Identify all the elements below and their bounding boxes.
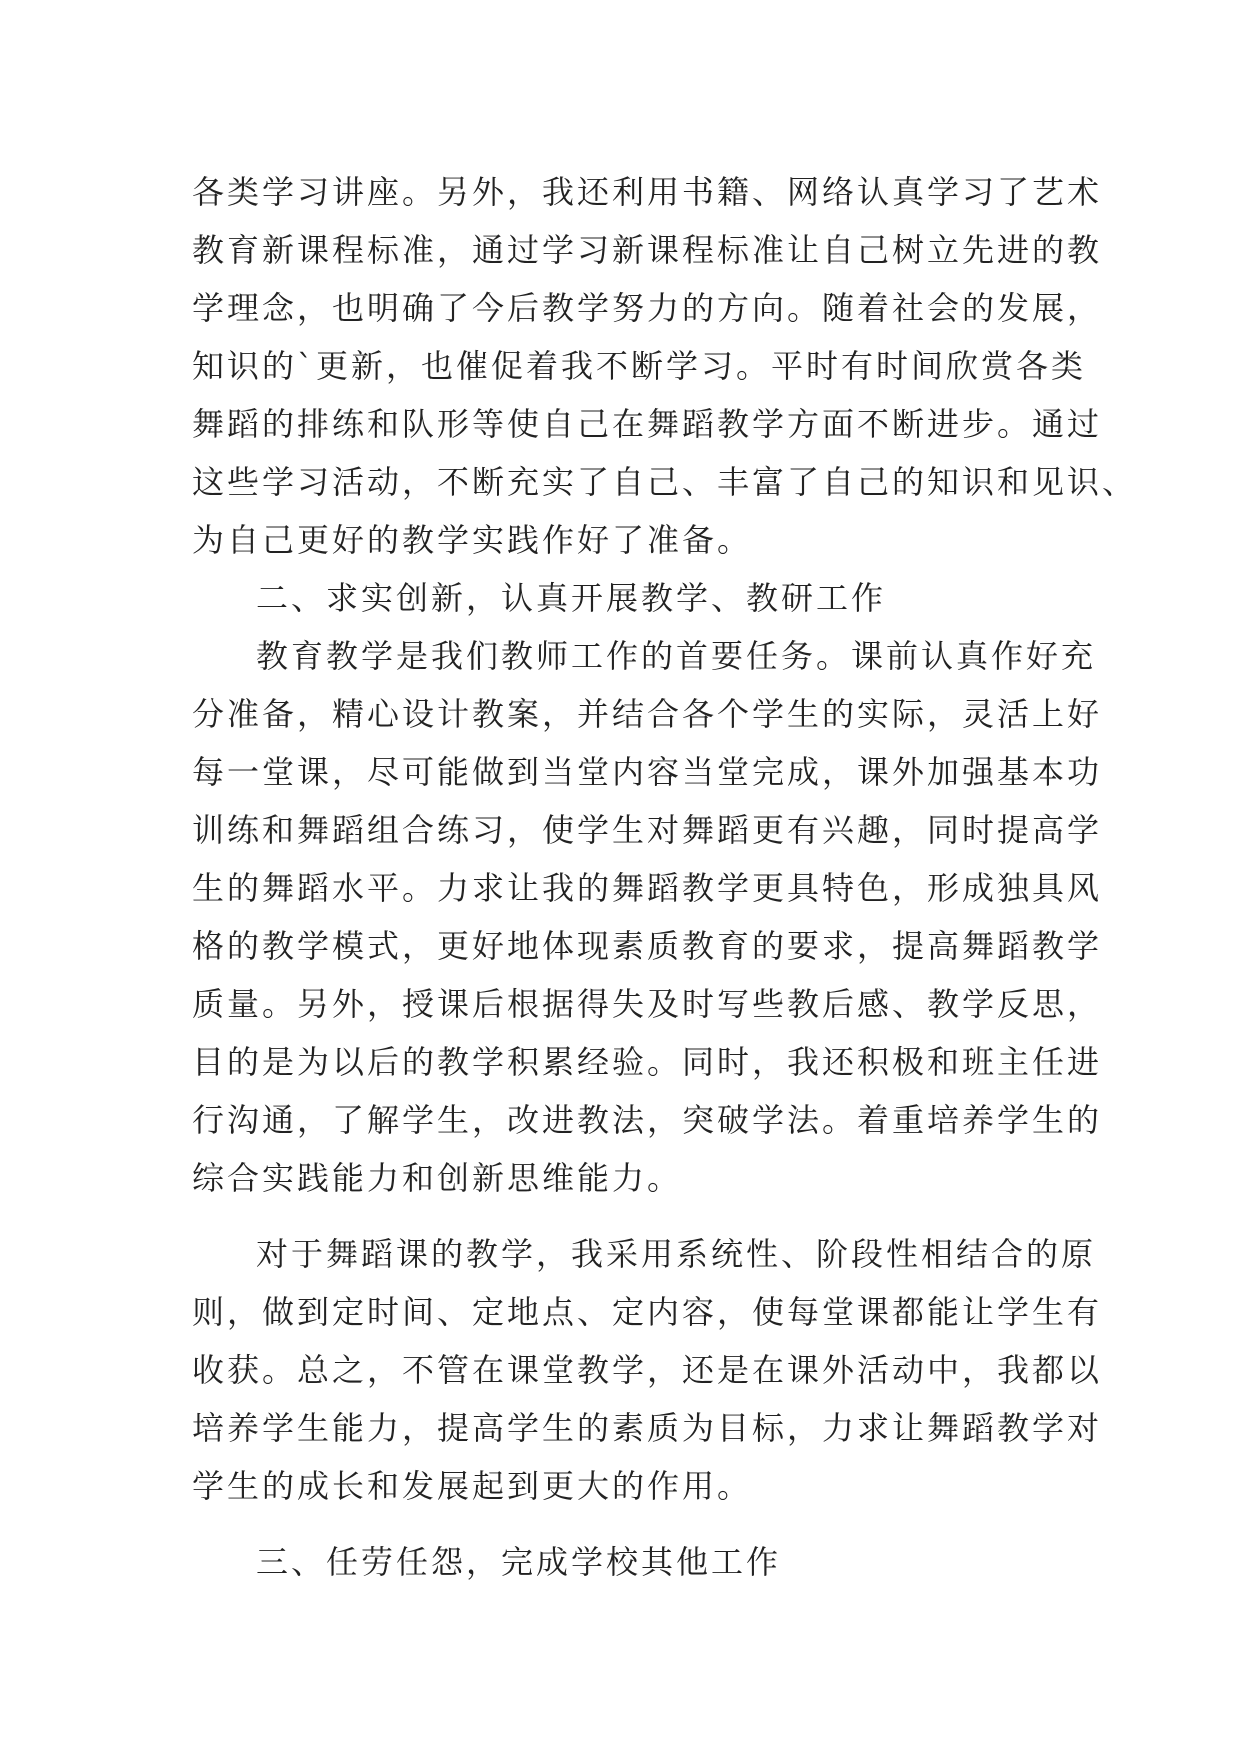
paragraph-line: 舞蹈的排练和队形等使自己在舞蹈教学方面不断进步。通过 (192, 405, 1103, 443)
paragraph-line: 分准备，精心设计教案，并结合各个学生的实际，灵活上好 (192, 695, 1103, 733)
paragraph-line: 对于舞蹈课的教学，我采用系统性、阶段性相结合的原 (256, 1235, 1097, 1273)
paragraph-line: 各类学习讲座。另外，我还利用书籍、网络认真学习了艺术 (192, 173, 1103, 211)
paragraph-line: 每一堂课，尽可能做到当堂内容当堂完成，课外加强基本功 (192, 753, 1103, 791)
paragraph-line: 教育教学是我们教师工作的首要任务。课前认真作好充 (256, 637, 1097, 675)
paragraph-line: 则，做到定时间、定地点、定内容，使每堂课都能让学生有 (192, 1293, 1103, 1331)
section-heading-3: 三、任劳任怨，完成学校其他工作 (256, 1543, 782, 1581)
paragraph-line: 行沟通，了解学生，改进教法，突破学法。着重培养学生的 (192, 1101, 1103, 1139)
paragraph-line: 综合实践能力和创新思维能力。 (192, 1159, 683, 1197)
paragraph-line: 培养学生能力，提高学生的素质为目标，力求让舞蹈教学对 (192, 1409, 1103, 1447)
paragraph-line: 知识的`更新，也催促着我不断学习。平时有时间欣赏各类 (192, 347, 1087, 385)
paragraph-line: 生的舞蹈水平。力求让我的舞蹈教学更具特色，形成独具风 (192, 869, 1103, 907)
document-body (192, 163, 1138, 1591)
paragraph-line: 这些学习活动，不断充实了自己、丰富了自己的知识和见识、 (192, 463, 1138, 501)
section-heading-2: 二、求实创新，认真开展教学、教研工作 (256, 579, 887, 617)
paragraph-line: 目的是为以后的教学积累经验。同时，我还积极和班主任进 (192, 1043, 1103, 1081)
paragraph-line: 学生的成长和发展起到更大的作用。 (192, 1467, 753, 1505)
paragraph-line: 格的教学模式，更好地体现素质教育的要求，提高舞蹈教学 (192, 927, 1103, 965)
paragraph-gap (192, 1515, 1072, 1533)
paragraph-line: 为自己更好的教学实践作好了准备。 (192, 521, 753, 559)
paragraph-line: 学理念，也明确了今后教学努力的方向。随着社会的发展， (192, 289, 1103, 327)
paragraph-line: 收获。总之，不管在课堂教学，还是在课外活动中，我都以 (192, 1351, 1103, 1389)
paragraph-line: 训练和舞蹈组合练习，使学生对舞蹈更有兴趣，同时提高学 (192, 811, 1103, 849)
paragraph-gap (192, 1207, 1072, 1225)
paragraph-line: 质量。另外，授课后根据得失及时写些教后感、教学反思， (192, 985, 1103, 1023)
paragraph-line: 教育新课程标准，通过学习新课程标准让自己树立先进的教 (192, 231, 1103, 269)
